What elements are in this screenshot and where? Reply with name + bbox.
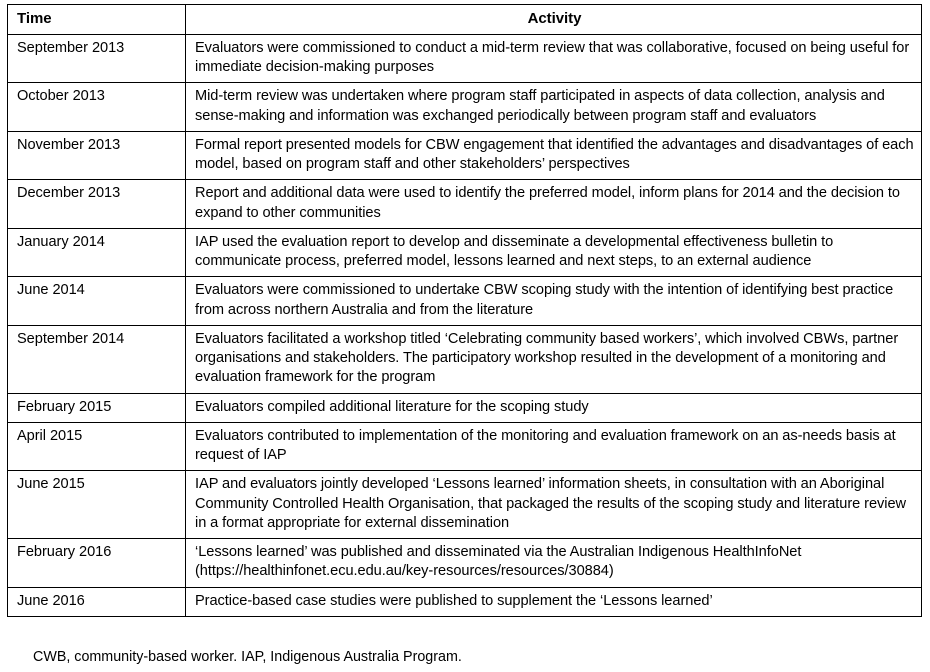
cell-time: February 2015 <box>8 393 186 422</box>
cell-activity: Formal report presented models for CBW engagement that identified the advantages and disadvantages of each model, based on program staff and other stakeholders’ perspectives <box>186 131 922 180</box>
column-header-activity: Activity <box>186 5 922 35</box>
table-row <box>8 180 922 229</box>
table-row <box>8 422 922 471</box>
table-row <box>8 277 922 326</box>
cell-activity: Evaluators compiled additional literature for the scoping study <box>186 393 922 422</box>
cell-activity: Mid-term review was undertaken where program staff participated in aspects of data collection, analysis and sense-making and information was exchanged periodically between program staff and evaluators <box>186 83 922 132</box>
cell-activity: Evaluators contributed to implementation of the monitoring and evaluation framework on an as-needs basis at request of IAP <box>186 422 922 471</box>
table-row <box>8 587 922 616</box>
table-header <box>8 5 922 35</box>
cell-time: November 2013 <box>8 131 186 180</box>
cell-time: June 2015 <box>8 471 186 539</box>
table-row <box>8 131 922 180</box>
cell-activity: IAP used the evaluation report to develop and disseminate a developmental effectiveness bulletin to communicate process, preferred model, lessons learned and next steps, to an external audience <box>186 228 922 277</box>
cell-time: April 2015 <box>8 422 186 471</box>
table-row <box>8 471 922 539</box>
table-row <box>8 83 922 132</box>
table-header-row <box>8 5 922 35</box>
cell-time: February 2016 <box>8 539 186 588</box>
cell-time: October 2013 <box>8 83 186 132</box>
timeline-table-container <box>7 4 921 617</box>
cell-activity: ‘Lessons learned’ was published and disseminated via the Australian Indigenous HealthInfoNet (https://healthinfonet.ecu.edu.au/key-resources/resources/30884) <box>186 539 922 588</box>
timeline-table <box>7 4 922 617</box>
cell-activity: Evaluators were commissioned to undertake CBW scoping study with the intention of identifying best practice from across northern Australia and from the literature <box>186 277 922 326</box>
table-row <box>8 539 922 588</box>
cell-time: June 2016 <box>8 587 186 616</box>
table-row <box>8 393 922 422</box>
cell-time: September 2013 <box>8 34 186 83</box>
table-row <box>8 34 922 83</box>
cell-time: December 2013 <box>8 180 186 229</box>
table-footnote: CWB, community-based worker. IAP, Indigenous Australia Program. <box>33 649 462 665</box>
table-row <box>8 228 922 277</box>
cell-activity: Evaluators facilitated a workshop titled ‘Celebrating community based workers’, which involved CBWs, partner organisations and stakeholders. The participatory workshop resulted in the development of a monitoring and evaluation framework for the program <box>186 325 922 393</box>
table-body <box>8 34 922 616</box>
cell-time: September 2014 <box>8 325 186 393</box>
cell-activity: Practice-based case studies were published to supplement the ‘Lessons learned’ <box>186 587 922 616</box>
cell-time: January 2014 <box>8 228 186 277</box>
table-row <box>8 325 922 393</box>
cell-time: June 2014 <box>8 277 186 326</box>
column-header-time: Time <box>8 5 186 35</box>
cell-activity: Evaluators were commissioned to conduct a mid-term review that was collaborative, focused on being useful for immediate decision-making purposes <box>186 34 922 83</box>
cell-activity: IAP and evaluators jointly developed ‘Lessons learned’ information sheets, in consultation with an Aboriginal Community Controlled Health Organisation, that packaged the results of the scoping study and literature review in a format appropriate for external dissemination <box>186 471 922 539</box>
cell-activity: Report and additional data were used to identify the preferred model, inform plans for 2014 and the decision to expand to other communities <box>186 180 922 229</box>
